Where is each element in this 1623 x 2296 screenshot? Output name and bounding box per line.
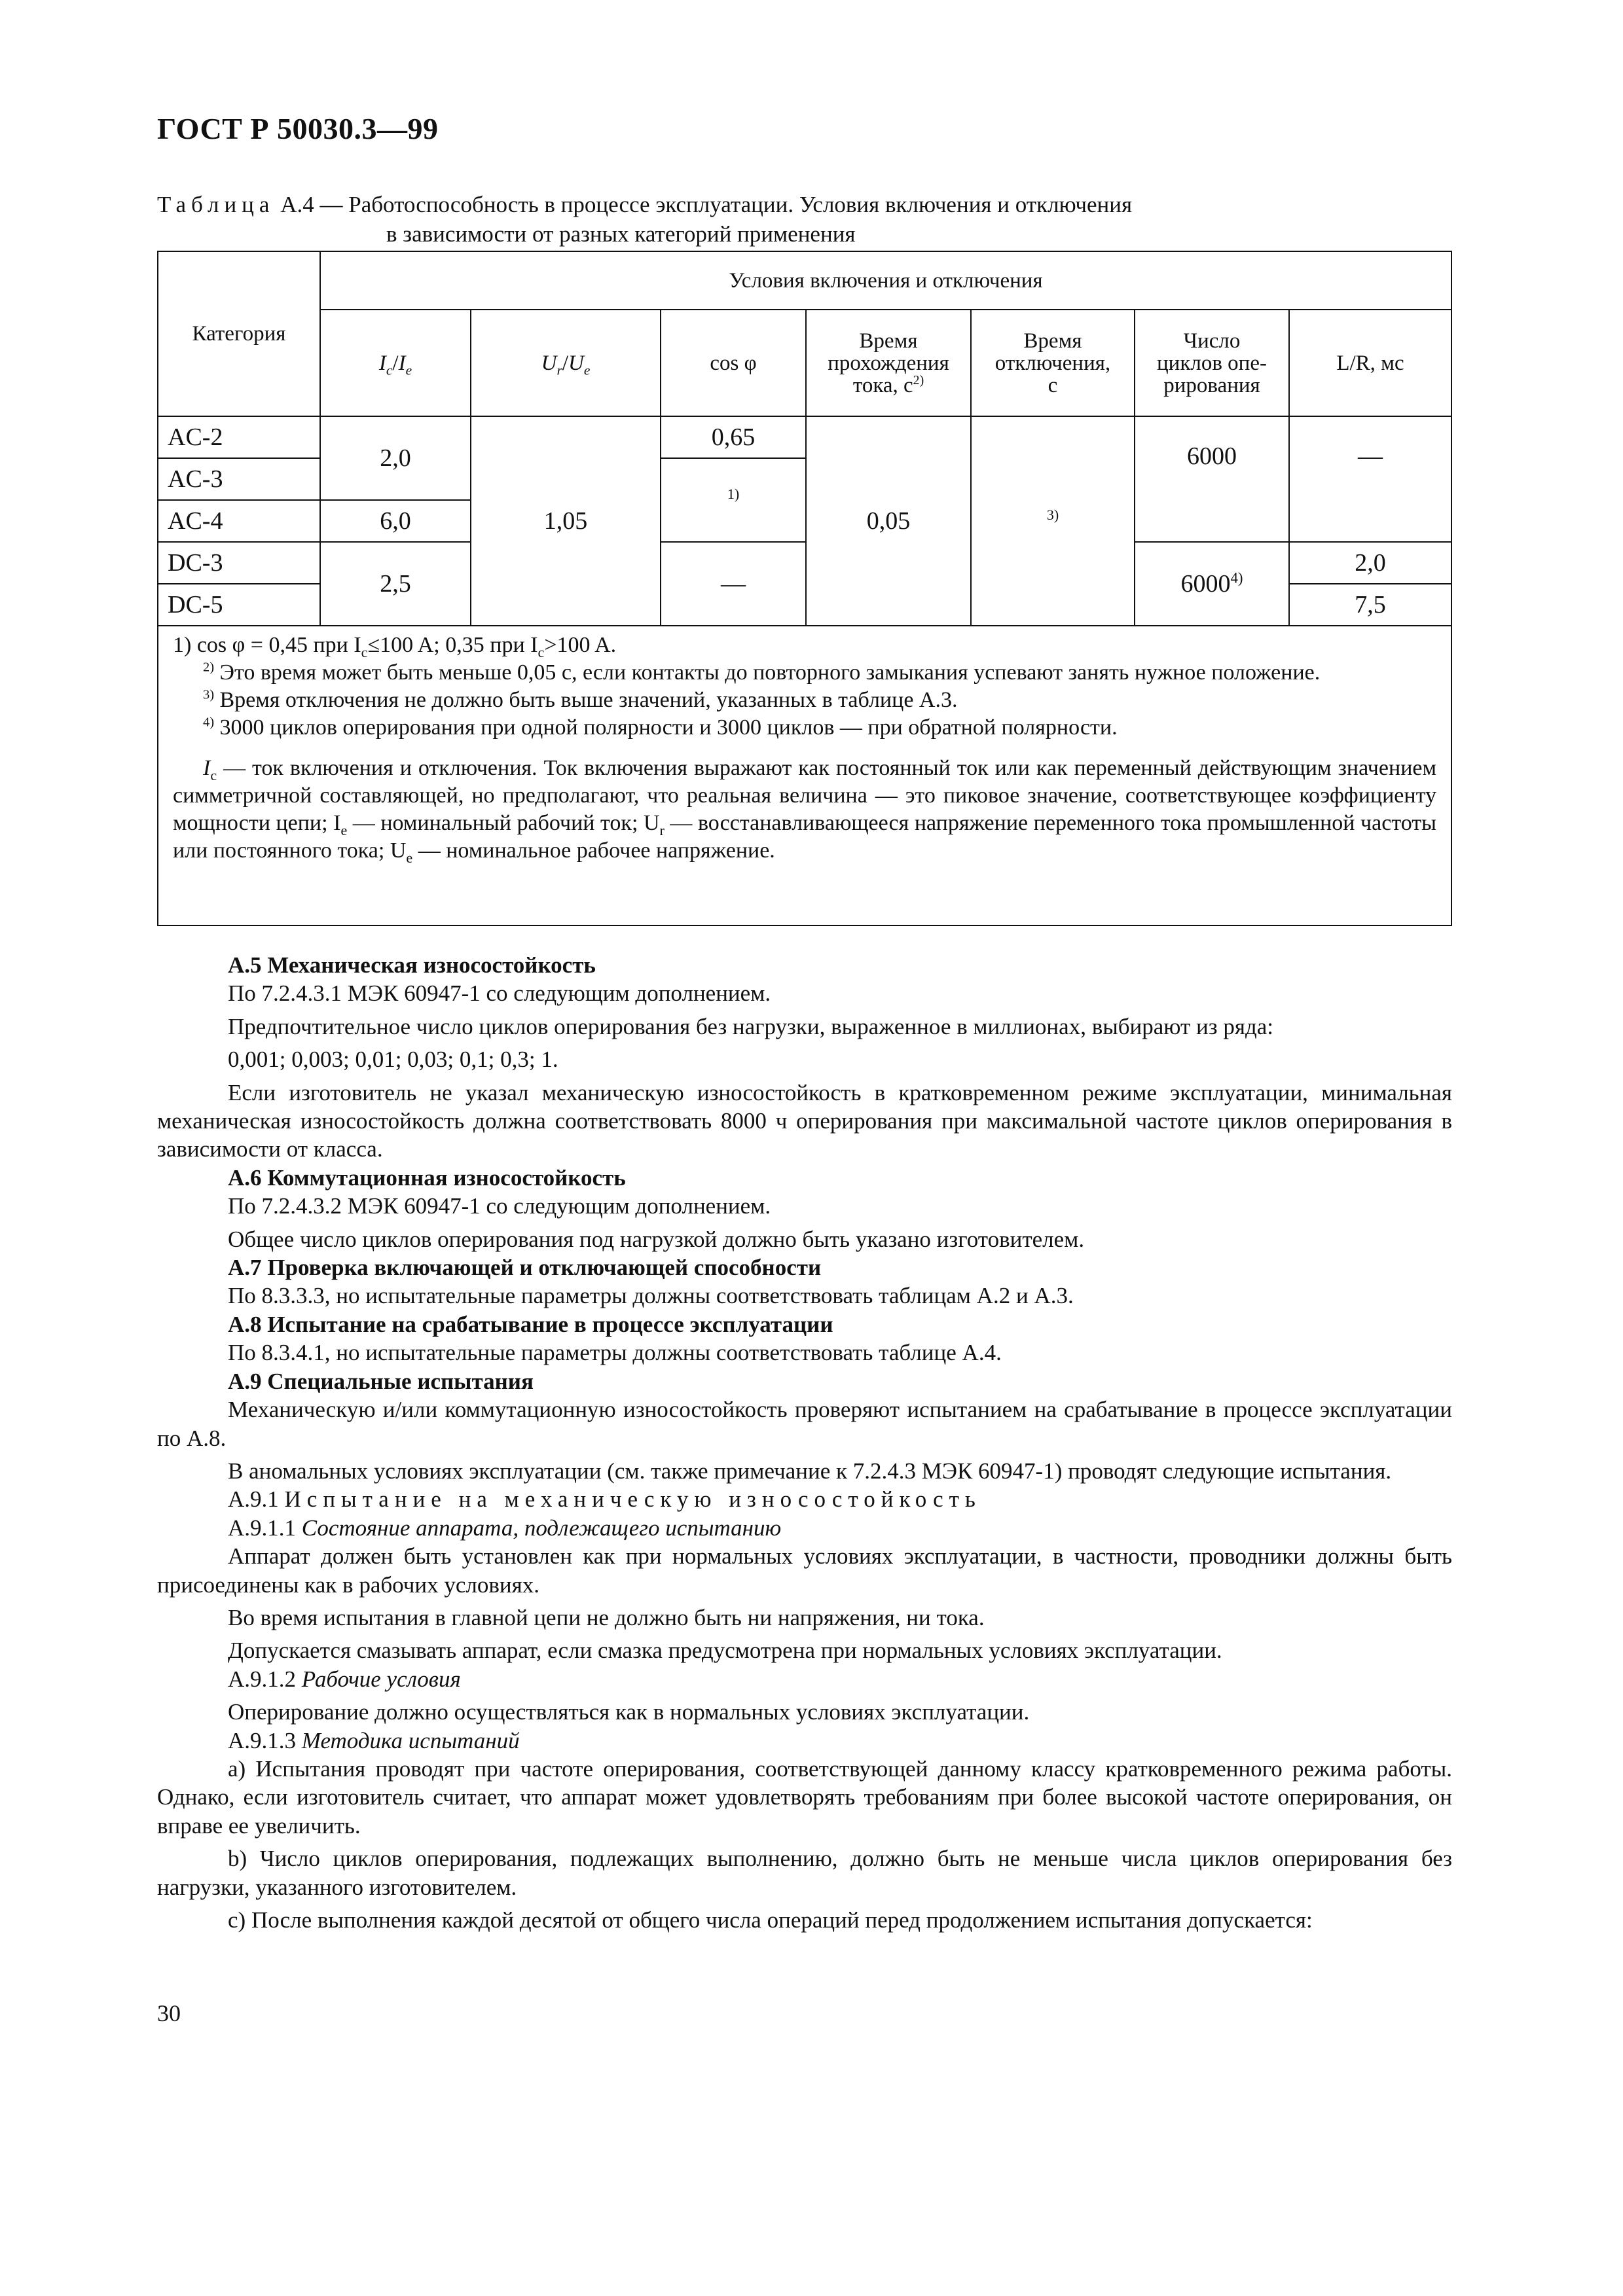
paragraph: Общее число циклов оперирования под нагрузкой должно быть указано изготовителем. [228,1226,1085,1252]
col-header-ic-ie: $I_c/I_e$ [378,351,412,378]
note-3: $^{3)}$ Время отключения не должно быть выше значений, указанных в таблице А.3. [203,687,958,712]
paragraph: Механическую и/или коммутационную износостойкость проверяют испытанием на срабатывание в процессе эксплуатации по А.8. [157,1397,1452,1451]
paragraph: По 7.2.4.3.1 МЭК 60947-1 со следующим дополнением. [228,980,771,1007]
col-header-ur-ue: $U_r/U_e$ [541,351,591,378]
cycles-ac: 6000 [1187,442,1237,470]
section-heading: А.8 Испытание на срабатывание в процессе эксплуатации [228,1311,833,1337]
paragraph: По 8.3.4.1, но испытательные параметры должны соответствовать таблице А.4. [228,1340,1002,1366]
paragraph: В аномальных условиях эксплуатации (см. также примечание к 7.2.4.3 МЭК 60947-1) проводят следующие испытания. [228,1458,1392,1484]
paragraph: Во время испытания в главной цепи не должно быть ни напряжения, ни тока. [228,1604,985,1630]
caption-prefix: Таблица [157,192,275,217]
cos-note-ref: 1) [727,486,740,502]
cycles-dc: 6000$^{4)}$ [1180,569,1243,598]
paragraph: По 7.2.4.3.2 МЭК 60947-1 со следующим дополнением. [228,1193,771,1219]
lr-ac: — [1358,442,1383,470]
page-number: 30 [157,2000,181,2026]
paragraph: а) Испытания проводят при частоте оперирования, соответствующей данному классу кратковременного режима работы. Однако, если изготовитель считает, что аппарат может удовлетворять требованиям при более высокой частоте оперирования, он вправе ее увеличить. [157,1755,1452,1839]
cos-value: 0,65 [711,423,756,451]
caption-text: А.4 — Работоспособность в процессе эксплуатации. Условия включения и отключения [274,192,1133,217]
col-header-lr: L/R, мс [1336,351,1404,375]
subsection-heading: А.9.1.3 Методика испытаний [228,1727,520,1753]
col-header-time-flow: Время прохождения тока, $с^{2)}$ [828,329,949,397]
table-definitions: $I_c$ — ток включения и отключения. Ток включения выражают как постоянный ток или как переменный действующим значением симметричной составляющей, но предполагают, что реальная величина — это пиковое значение, соответствующее коэффициенту мощности цепи; $I_e$ — номинальный рабочий ток; $U_r$ — восстанавливающееся напряжение переменного тока промышленной частоты или постоянного тока; $U_e$ — номинальное рабочее напряжение. [173,756,1437,866]
category-cell: AC-2 [168,423,223,451]
lr-dc5: 7,5 [1355,591,1386,619]
category-cell: AC-4 [168,507,223,535]
body-text [157,951,1452,1934]
paragraph: Допускается смазывать аппарат, если смазка предусмотрена при нормальных условиях эксплуатации. [228,1638,1222,1664]
grid-line [158,625,1451,626]
cos-value: — [721,570,746,598]
paragraph: Аппарат должен быть установлен как при нормальных условиях эксплуатации, в частности, проводники должны быть присоединены как в рабочих условиях. [157,1543,1452,1598]
category-cell: DC-5 [168,591,223,619]
subsection-heading: А.9.1.1 Состояние аппарата, подлежащего испытанию [228,1515,782,1541]
category-cell: AC-3 [168,465,223,493]
paragraph: Оперирование должно осуществляться как в нормальных условиях эксплуатации. [228,1699,1030,1725]
paragraph: 0,001; 0,003; 0,01; 0,03; 0,1; 0,3; 1. [228,1047,558,1073]
note-1: 1) cos φ = 0,45 при $I_c\le 100$ A; 0,35 при $I_c>100$ A. [173,633,617,660]
col-header-time-off: Время отключения, с [994,329,1111,397]
lr-dc3: 2,0 [1355,549,1386,577]
category-cell: DC-3 [168,549,223,577]
paragraph: Предпочтительное число циклов оперирования без нагрузки, выраженное в миллионах, выбирают из ряда: [228,1013,1274,1039]
table-notes [173,632,1436,865]
time-off-note-ref: 3) [1046,507,1059,523]
col-header-category: Категория [192,322,286,346]
paragraph: Если изготовитель не указал механическую износостойкость в кратковременном режиме эксплуатации, минимальная механическая износостойкость должна соответствовать 8000 ч оперирования при максимальной частоте циклов оперирования в зависимости от класса. [157,1079,1452,1162]
section-heading: А.5 Механическая износостойкость [228,952,596,978]
ur-ue-value: 1,05 [543,507,588,535]
table-a4 [157,251,1452,926]
col-header-cos: cos φ [710,351,757,375]
caption-line2: в зависимости от разных категорий применения [386,221,856,247]
table-caption [157,190,1467,249]
ic-ie-value: 2,0 [380,444,411,472]
group-header: Условия включения и отключения [729,268,1043,293]
section-heading: А.6 Коммутационная износостойкость [228,1164,626,1191]
section-heading: А.7 Проверка включающей и отключающей способности [228,1255,822,1281]
note-2: $^{2)}$ Это время может быть меньше 0,05 с, если контакты до повторного замыкания успевают занять нужное положение. [203,660,1321,685]
section-heading: А.9 Специальные испытания [228,1368,534,1394]
ic-ie-value: 2,5 [380,570,411,598]
subsection-heading: А.9.1 Испытание на механическую износостойкость [228,1486,981,1513]
col-header-cycles: Число циклов опе- рирования [1157,329,1267,397]
ic-ie-value: 6,0 [380,507,411,535]
note-4: $^{4)}$ 3000 циклов оперирования при одной полярности и 3000 циклов — при обратной полярности. [203,715,1118,740]
document-header: ГОСТ Р 50030.3—99 [157,112,439,145]
paragraph: b) Число циклов оперирования, подлежащих выполнению, должно быть не меньше числа циклов оперирования без нагрузки, указанного изготовителем. [157,1846,1452,1900]
paragraph: По 8.3.3.3, но испытательные параметры должны соответствовать таблицам А.2 и А.3. [228,1283,1074,1309]
paragraph: c) После выполнения каждой десятой от общего числа операций перед продолжением испытания допускается: [228,1907,1313,1933]
subsection-heading: А.9.1.2 Рабочие условия [228,1666,461,1692]
time-flow-value: 0,05 [866,507,911,535]
